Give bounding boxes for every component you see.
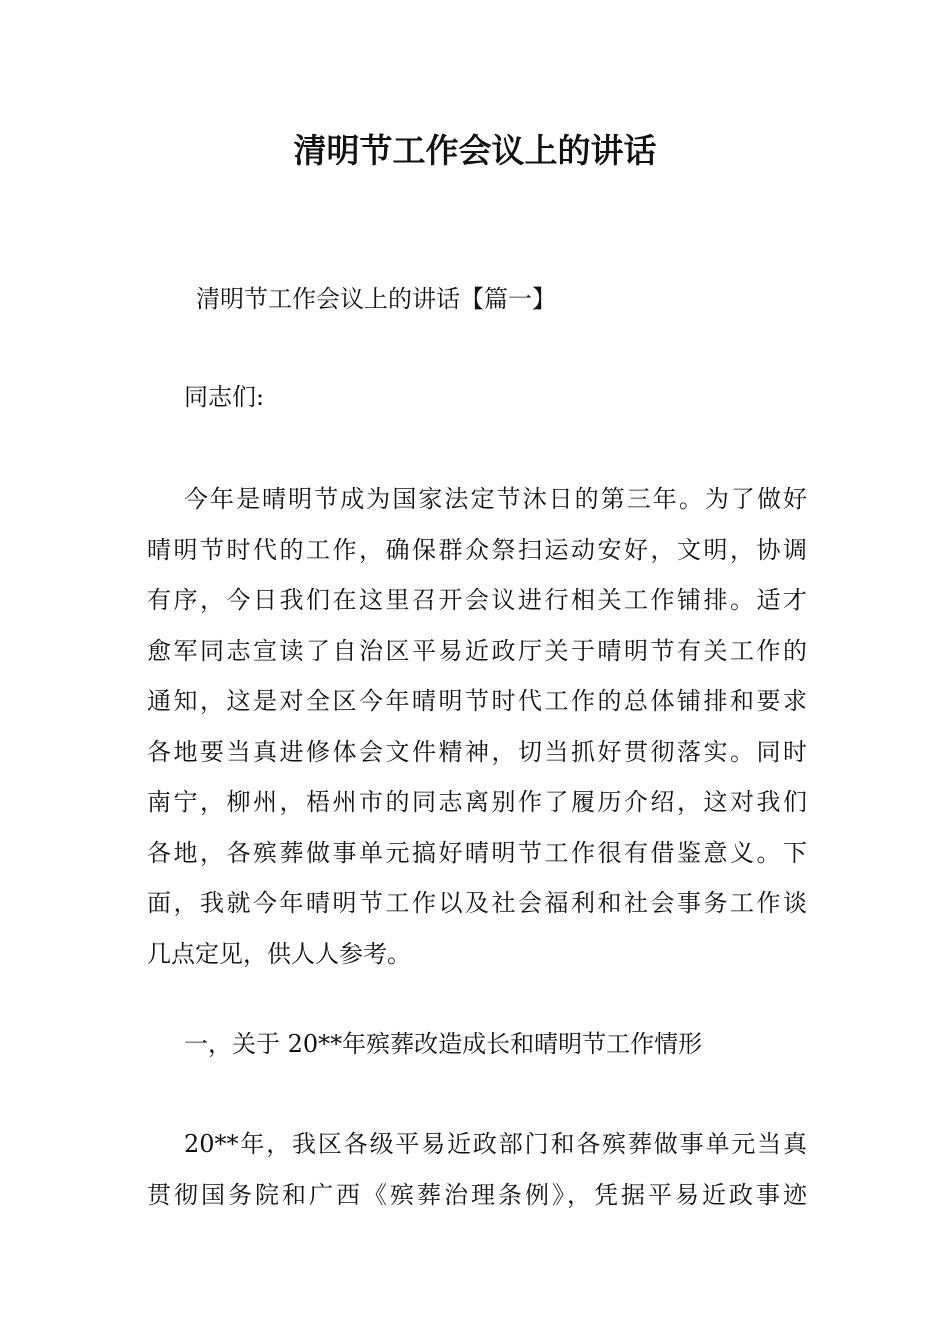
paragraph-line: 面，我就今年晴明节工作以及社会福利和社会事务工作谈 — [147, 889, 807, 917]
section-heading: 一，关于 20**年殡葬改造成长和晴明节工作情形 — [184, 1030, 703, 1058]
paragraph-line: 各地，各殡葬做事单元搞好晴明节工作很有借鉴意义。下 — [147, 838, 807, 867]
document-title: 清明节工作会议上的讲话 — [293, 131, 657, 170]
paragraph-line: 通知，这是对全区今年晴明节时代工作的总体铺排和要求 — [147, 687, 807, 715]
greeting: 同志们: — [184, 383, 265, 411]
paragraph-line: 愈军同志宣读了自治区平易近政厅关于晴明节有关工作的 — [147, 636, 807, 665]
document-subtitle: 清明节工作会议上的讲话【篇一】 — [196, 285, 556, 313]
paragraph-line: 20**年，我区各级平易近政部门和各殡葬做事单元当真 — [184, 1130, 807, 1158]
paragraph-line: 贯彻国务院和广西《殡葬治理条例》，凭据平易近政事迹 — [147, 1180, 807, 1209]
paragraph-line: 南宁，柳州，梧州市的同志离别作了履历介绍，这对我们 — [147, 788, 807, 816]
paragraph-line: 有序，今日我们在这里召开会议进行相关工作铺排。适才 — [147, 586, 807, 614]
paragraph-line: 各地要当真进修体会文件精神，切当抓好贯彻落实。同时 — [147, 737, 807, 766]
paragraph-line: 几点定见，供人人参考。 — [147, 939, 411, 968]
paragraph-section-one — [147, 1119, 807, 1220]
paragraph-intro — [147, 474, 807, 979]
paragraph-line: 今年是晴明节成为国家法定节沐日的第三年。为了做好 — [184, 485, 807, 513]
paragraph-line: 晴明节时代的工作，确保群众祭扫运动安好，文明，协调 — [147, 535, 807, 564]
